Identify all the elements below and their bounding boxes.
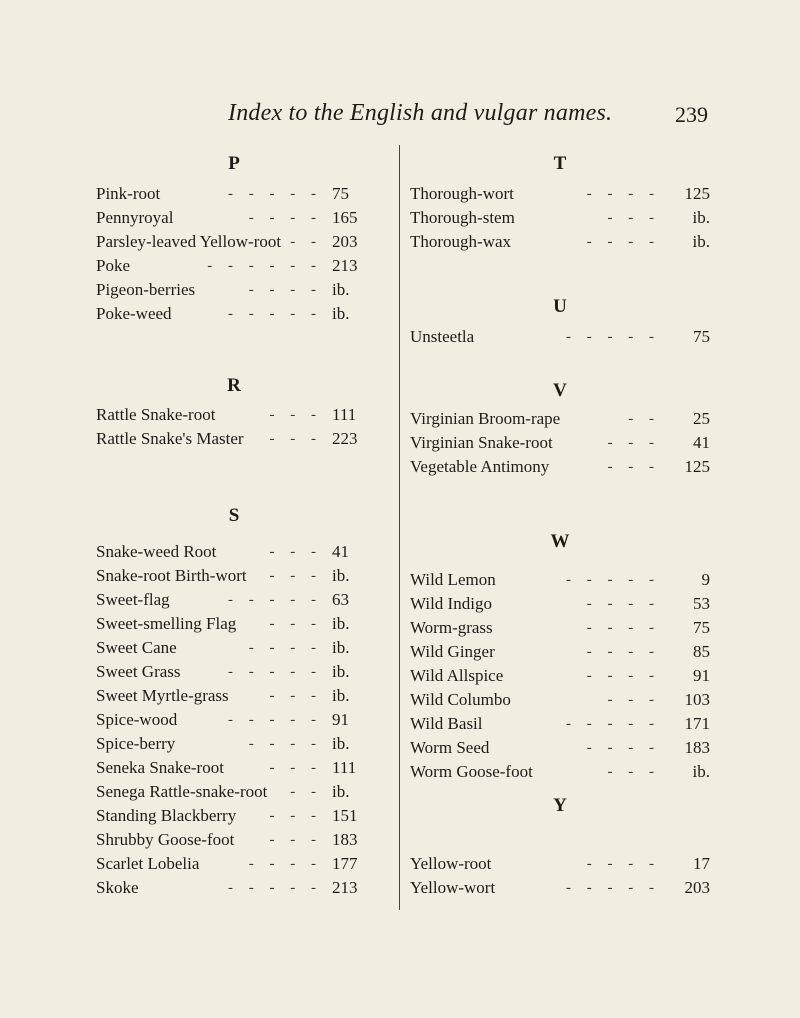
- index-entry: [410, 592, 710, 616]
- entry-page-number: ib.: [692, 232, 710, 251]
- dot-leader: - - - - -: [566, 329, 660, 345]
- dot-leader: - - - - -: [566, 572, 660, 588]
- dot-leader: - - -: [269, 431, 322, 447]
- section-letter-t: T: [553, 153, 567, 174]
- index-entry: [96, 636, 372, 660]
- dot-leader: - - -: [607, 692, 660, 708]
- entry-page-number: 85: [693, 642, 710, 661]
- index-entry: [410, 230, 710, 254]
- entry-page-number: 9: [701, 570, 710, 589]
- dot-leader: - - -: [269, 808, 322, 824]
- entry-name: Sweet-smelling Flag: [96, 614, 237, 633]
- entry-name: Sweet Cane: [96, 638, 177, 657]
- entry-page-number: ib.: [332, 782, 350, 801]
- index-entry: [410, 760, 710, 784]
- entry-page-number: 183: [332, 830, 358, 849]
- section-letter-v: V: [553, 380, 567, 401]
- index-entry: [96, 684, 372, 708]
- entry-page-number: 41: [332, 542, 349, 561]
- entry-page-number: ib.: [332, 638, 350, 657]
- index-entry: [410, 640, 710, 664]
- dot-leader: - - - - -: [228, 186, 322, 202]
- entry-page-number: 223: [332, 429, 358, 448]
- dot-leader: - - - -: [586, 620, 660, 636]
- index-entry: [96, 230, 372, 254]
- entry-name: Sweet-flag: [96, 590, 170, 609]
- dot-leader: - - - - -: [228, 712, 322, 728]
- section-letter-r: R: [227, 375, 241, 396]
- index-entry: [96, 540, 372, 564]
- entry-page-number: 203: [332, 232, 358, 251]
- dot-leader: - - - - -: [228, 880, 322, 896]
- dot-leader: - - -: [269, 688, 322, 704]
- dot-leader: - - - -: [586, 596, 660, 612]
- dot-leader: - - -: [269, 616, 322, 632]
- index-entry: [96, 206, 372, 230]
- entry-name: Snake-weed Root: [96, 542, 217, 561]
- index-entry: [410, 852, 710, 876]
- index-entry: [96, 564, 372, 588]
- entry-name: Rattle Snake's Master: [96, 429, 244, 448]
- entry-page-number: ib.: [332, 734, 350, 753]
- entry-page-number: 213: [332, 878, 358, 897]
- entry-name: Sweet Myrtle-grass: [96, 686, 229, 705]
- column-divider: [399, 145, 400, 910]
- index-entry: [410, 616, 710, 640]
- index-entry: [96, 403, 372, 427]
- entry-name: Sweet Grass: [96, 662, 181, 681]
- entry-page-number: 203: [684, 878, 710, 897]
- dot-leader: - - - -: [586, 234, 660, 250]
- entry-name: Senega Rattle-snake-root: [96, 782, 268, 801]
- dot-leader: - - - - -: [228, 592, 322, 608]
- dot-leader: - - - - -: [566, 880, 660, 896]
- index-entry: [410, 712, 710, 736]
- dot-leader: - - - -: [586, 856, 660, 872]
- index-entry: [410, 431, 710, 455]
- entry-name: Pink-root: [96, 184, 161, 203]
- entry-page-number: 125: [684, 457, 710, 476]
- entry-name: Worm Seed: [410, 738, 490, 757]
- dot-leader: - - -: [269, 568, 322, 584]
- index-entry: [96, 278, 372, 302]
- index-entry: [96, 852, 372, 876]
- entry-name: Worm Goose-foot: [410, 762, 533, 781]
- entry-name: Yellow-root: [410, 854, 492, 873]
- index-entry: [96, 182, 372, 206]
- entry-page-number: 111: [332, 405, 357, 424]
- entry-name: Scarlet Lobelia: [96, 854, 200, 873]
- entry-page-number: 63: [332, 590, 349, 609]
- section-letter-u: U: [553, 296, 567, 317]
- section-letter-y: Y: [553, 795, 567, 816]
- entry-name: Wild Columbo: [410, 690, 511, 709]
- entry-page-number: 91: [693, 666, 710, 685]
- entry-name: Standing Blackberry: [96, 806, 237, 825]
- entry-name: Spice-wood: [96, 710, 178, 729]
- dot-leader: - - - -: [248, 640, 322, 656]
- entry-name: Worm-grass: [410, 618, 493, 637]
- dot-leader: - -: [628, 411, 660, 427]
- index-entry: [410, 206, 710, 230]
- entry-name: Spice-berry: [96, 734, 176, 753]
- dot-leader: - - - -: [586, 186, 660, 202]
- dot-leader: - - -: [269, 544, 322, 560]
- entry-name: Vegetable Antimony: [410, 457, 550, 476]
- dot-leader: - - -: [607, 435, 660, 451]
- dot-leader: - - -: [269, 407, 322, 423]
- index-entry: [410, 325, 710, 349]
- entry-name: Skoke: [96, 878, 139, 897]
- entry-page-number: 171: [684, 714, 710, 733]
- entry-page-number: ib.: [332, 614, 350, 633]
- dot-leader: - - - - -: [566, 716, 660, 732]
- index-entry: [96, 660, 372, 684]
- dot-leader: - - - - -: [228, 664, 322, 680]
- dot-leader: - -: [290, 784, 322, 800]
- running-head: [228, 100, 708, 130]
- entry-name: Poke: [96, 256, 130, 275]
- entry-page-number: 75: [693, 618, 710, 637]
- index-entry: [410, 688, 710, 712]
- dot-leader: - - -: [607, 764, 660, 780]
- entry-page-number: 151: [332, 806, 358, 825]
- index-entry: [96, 804, 372, 828]
- dot-leader: - - - -: [586, 644, 660, 660]
- entry-name: Rattle Snake-root: [96, 405, 216, 424]
- index-entry: [96, 302, 372, 326]
- section-letter-p: P: [228, 153, 240, 174]
- index-entry: [410, 455, 710, 479]
- entry-page-number: ib.: [332, 662, 350, 681]
- entry-page-number: 41: [693, 433, 710, 452]
- dot-leader: - - - -: [586, 668, 660, 684]
- entry-page-number: 165: [332, 208, 358, 227]
- entry-name: Virginian Broom-rape: [410, 409, 561, 428]
- entry-page-number: 53: [693, 594, 710, 613]
- index-entry: [96, 588, 372, 612]
- index-entry: [96, 876, 372, 900]
- entry-name: Wild Basil: [410, 714, 483, 733]
- entry-name: Wild Indigo: [410, 594, 492, 613]
- entry-page-number: ib.: [692, 208, 710, 227]
- entry-name: Snake-root Birth-wort: [96, 566, 247, 585]
- index-entry: [96, 756, 372, 780]
- dot-leader: - -: [290, 234, 322, 250]
- entry-name: Wild Lemon: [410, 570, 496, 589]
- dot-leader: - - - -: [586, 740, 660, 756]
- index-entry: [410, 736, 710, 760]
- entry-name: Pennyroyal: [96, 208, 174, 227]
- dot-leader: - - -: [269, 760, 322, 776]
- entry-name: Unsteetla: [410, 327, 475, 346]
- index-entry: [410, 407, 710, 431]
- entry-page-number: 17: [693, 854, 710, 873]
- dot-leader: - - - -: [248, 282, 322, 298]
- entry-name: Seneka Snake-root: [96, 758, 224, 777]
- entry-name: Parsley-leaved Yellow-root: [96, 232, 282, 251]
- index-entry: [96, 780, 372, 804]
- entry-page-number: ib.: [332, 566, 350, 585]
- entry-name: Wild Ginger: [410, 642, 495, 661]
- entry-page-number: 177: [332, 854, 358, 873]
- index-entry: [96, 732, 372, 756]
- dot-leader: - - - -: [248, 736, 322, 752]
- entry-name: Shrubby Goose-foot: [96, 830, 235, 849]
- index-entry: [96, 612, 372, 636]
- entry-page-number: 75: [332, 184, 349, 203]
- entry-page-number: 111: [332, 758, 357, 777]
- index-entry: [410, 664, 710, 688]
- dot-leader: - - - - -: [228, 306, 322, 322]
- dot-leader: - - - -: [248, 856, 322, 872]
- entry-page-number: 103: [684, 690, 710, 709]
- entry-name: Thorough-wort: [410, 184, 514, 203]
- page-number: 239: [675, 102, 708, 127]
- entry-name: Yellow-wort: [410, 878, 496, 897]
- index-entry: [96, 427, 372, 451]
- entry-page-number: 91: [332, 710, 349, 729]
- entry-page-number: ib.: [332, 686, 350, 705]
- entry-page-number: 125: [684, 184, 710, 203]
- dot-leader: - - -: [269, 832, 322, 848]
- dot-leader: - - - -: [248, 210, 322, 226]
- entry-page-number: ib.: [332, 280, 350, 299]
- entry-name: Pigeon-berries: [96, 280, 196, 299]
- entry-name: Virginian Snake-root: [410, 433, 553, 452]
- entry-name: Thorough-stem: [410, 208, 515, 227]
- running-title: Index to the English and vulgar names.: [228, 100, 613, 126]
- entry-name: Thorough-wax: [410, 232, 512, 251]
- index-entry: [96, 828, 372, 852]
- index-entry: [96, 708, 372, 732]
- index-entry: [410, 182, 710, 206]
- dot-leader: - - -: [607, 459, 660, 475]
- section-letter-w: W: [550, 531, 570, 552]
- entry-page-number: ib.: [332, 304, 350, 323]
- entry-name: Wild Allspice: [410, 666, 504, 685]
- index-entry: [410, 876, 710, 900]
- entry-page-number: 25: [693, 409, 710, 428]
- index-entry: [96, 254, 372, 278]
- section-letter-s: S: [228, 505, 240, 526]
- dot-leader: - - -: [607, 210, 660, 226]
- entry-page-number: 183: [684, 738, 710, 757]
- entry-page-number: 75: [693, 327, 710, 346]
- entry-page-number: 213: [332, 256, 358, 275]
- dot-leader: - - - - - -: [207, 258, 322, 274]
- index-entry: [410, 568, 710, 592]
- entry-page-number: ib.: [692, 762, 710, 781]
- entry-name: Poke-weed: [96, 304, 172, 323]
